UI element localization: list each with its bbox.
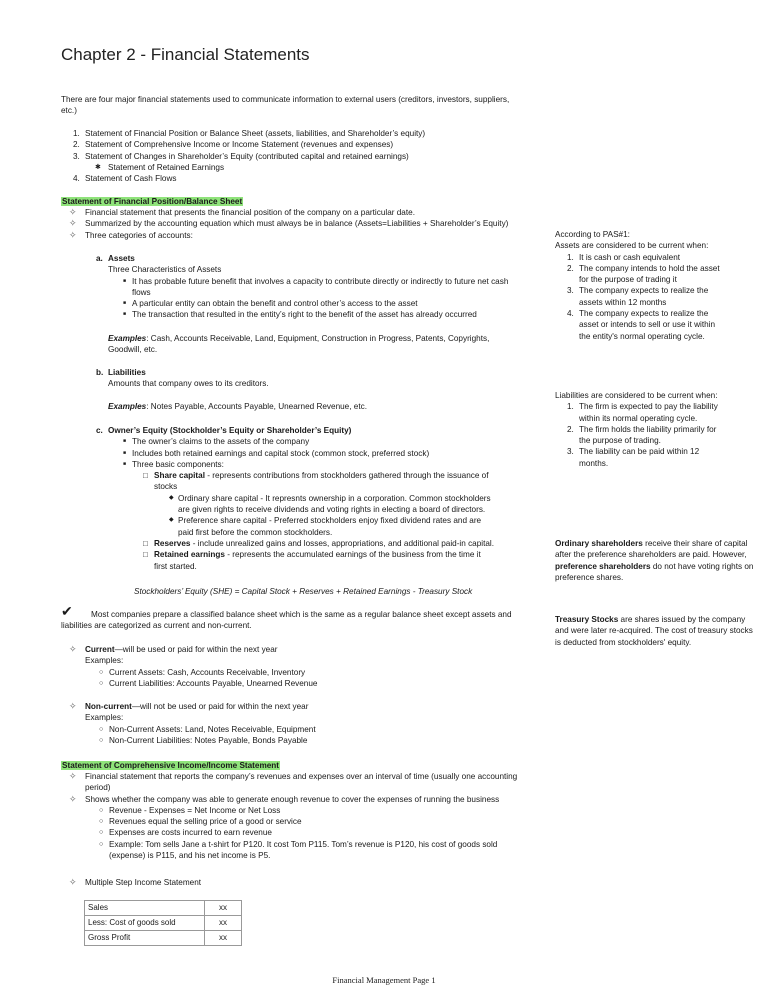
multi-step-bullet: ✧ Multiple Step Income Statement xyxy=(69,877,202,887)
asterisk-bullet-icon: ✱ xyxy=(95,163,101,171)
circle-bullet-icon: ○ xyxy=(99,725,104,733)
section-heading-sci: Statement of Comprehensive Income/Income Statement xyxy=(62,761,280,770)
diamond-bullet-icon: ✧ xyxy=(69,218,77,229)
liabilities-examples: Examples: Notes Payable, Accounts Payable, Unearned Revenue, etc. xyxy=(108,402,367,411)
side-note-treasury: Treasury Stocks are shares issued by the company and were later re-acquired. The cost of treasury stocks is deducted from stockholders' equity. xyxy=(555,615,753,647)
list-item: ◆ Ordinary share capital - It represnts ownership in a corporation. Common stockholders are given rights to receive dividends and voting rights in electing a board of directors. xyxy=(169,493,491,515)
side-note-shareholders: Ordinary shareholders receive their share of capital after the preference shareholders are paid. However, preference shareholders do not have voting rights on preference shares. xyxy=(555,539,754,582)
list-item: 2. The firm holds the liability primarily for the purpose of trading. xyxy=(567,424,717,446)
assets-examples: Examples: Cash, Accounts Receivable, Land, Equipment, Construction in Progress, Patents, Copyrights, Goodwill, etc. xyxy=(108,334,490,355)
list-item: ○ Current Assets: Cash, Accounts Receivable, Inventory xyxy=(99,667,306,677)
circle-bullet-icon: ○ xyxy=(99,840,104,848)
list-item: 1. The firm is expected to pay the liability within its normal operating cycle. xyxy=(567,402,718,423)
list-item: □ Share capital - represents contributions from stockholders gathered through the issuance of stocks xyxy=(143,471,489,492)
list-item: 3. The liability can be paid within 12 months. xyxy=(567,447,700,468)
table-row: Gross Profit xx xyxy=(85,931,242,946)
list-item: ○ Current Liabilities: Accounts Payable, Unearned Revenue xyxy=(99,678,318,688)
circle-bullet-icon: ○ xyxy=(99,806,104,814)
list-item: ■ A particular entity can obtain the benefit and control other’s access to the asset xyxy=(123,299,418,309)
list-item: ✧ Shows whether the company was able to generate enough revenue to cover the expenses of running the business xyxy=(69,793,500,804)
intro-paragraph: There are four major financial statements used to communicate information to external users (creditors, investors, suppliers, etc.) xyxy=(61,95,510,116)
checkbox-bullet-icon: □ xyxy=(143,471,148,481)
section-heading-sfp: Statement of Financial Position/Balance Sheet xyxy=(62,197,243,206)
current-block: ✧ Current—will be used or paid for within the next year Examples: ○ Current Assets: Cash, Accounts Receivable, Inventory ○ Current Liabilities: Accounts Payable, Unearned Revenue xyxy=(85,644,525,689)
list-item: ○ Revenue - Expenses = Net Income or Net Loss xyxy=(99,805,281,815)
square-bullet-icon: ■ xyxy=(123,300,127,307)
list-item: ✧ Three categories of accounts: xyxy=(69,229,193,240)
side-note-pas: According to PAS#1: Assets are considered to be current when: 1. It is cash or cash equivalent 2. The company intends to hold the asset for the purpose of trading it 3. The company expects to realize the assets within 12 months 4. The company expects to realize the asset or intends to sell or use it within the entity's normal operating cycle. xyxy=(555,229,725,342)
circle-bullet-icon: ○ xyxy=(99,668,104,676)
list-item: ○ Example: Tom sells Jane a t-shirt for P120. It cost Tom P115. Tom’s revenue is P120, his cost of goods sold (expense) is P115, and his net income is P5. xyxy=(99,839,498,861)
list-item: ✱ Statement of Retained Earnings xyxy=(95,162,225,172)
assets-subtitle: Three Characteristics of Assets xyxy=(108,265,222,275)
list-item: ✧ Financial statement that presents the financial position of the company on a particular date. xyxy=(69,207,415,217)
square-bullet-icon: ■ xyxy=(123,277,127,284)
list-item: ○ Non-Current Assets: Land, Notes Receivable, Equipment xyxy=(99,724,316,734)
liabilities-block: b. Liabilities Amounts that company owes to its creditors. xyxy=(96,368,269,389)
table-row: Less: Cost of goods sold xx xyxy=(85,916,242,931)
list-item: ✧ Summarized by the accounting equation which must always be in balance (Assets=Liabilities + Shareholder’s Equity) xyxy=(69,218,509,229)
circle-bullet-icon: ○ xyxy=(99,736,104,744)
checkmark-icon: ✔ xyxy=(61,603,73,619)
page-footer: Financial Management Page 1 xyxy=(332,975,436,985)
list-item: ■ Three basic components: xyxy=(123,459,224,469)
list-item: ■ The owner’s claims to the assets of the company xyxy=(123,437,310,447)
list-item: ■ Includes both retained earnings and capital stock (common stock, preferred stock) xyxy=(123,448,430,458)
list-item: 2. The company intends to hold the asset for the purpose of trading it xyxy=(567,263,720,285)
list-item: ◆ Preference share capital - Preferred stockholders enjoy fixed dividend rates and are paid first before the common stockholders. xyxy=(169,516,482,537)
list-item: ✧ Financial statement that reports the company’s revenues and expenses over an interval of time (usually one accounting period) xyxy=(69,771,518,793)
list-item: □ Reserves - include unrealized gains and losses, appropriations, and additional paid-in capital. xyxy=(143,538,495,548)
circle-bullet-icon: ○ xyxy=(99,829,104,837)
square-bullet-icon: ■ xyxy=(123,438,127,445)
list-item: 3. Statement of Changes in Shareholder’s Equity (contributed capital and retained earnings) xyxy=(73,151,409,161)
income-table xyxy=(84,900,242,946)
list-item: 1. It is cash or cash equivalent xyxy=(567,252,681,262)
sfp-bullets xyxy=(69,207,525,241)
she-formula: Stockholders’ Equity (SHE) = Capital Stock + Reserves + Retained Earnings - Treasury Stock xyxy=(134,587,473,596)
checkbox-bullet-icon: □ xyxy=(143,538,148,548)
page-title: Chapter 2 - Financial Statements xyxy=(61,45,310,64)
table-row: Sales xx xyxy=(85,901,242,916)
liabilities-title: Liabilities xyxy=(108,368,146,377)
equity-title: Owner’s Equity (Stockholder’s Equity or Shareholder’s Equity) xyxy=(108,426,352,435)
square-bullet-icon: ■ xyxy=(123,449,127,456)
list-item: 1. Statement of Financial Position or Balance Sheet (assets, liabilities, and Shareholder’s equity) xyxy=(73,129,426,138)
square-bullet-icon: ■ xyxy=(123,311,127,318)
diamond-bullet-icon: ✧ xyxy=(69,701,77,711)
equity-block: c. Owner’s Equity (Stockholder’s Equity or Shareholder’s Equity) ■ The owner’s claims to the assets of the company ■ Includes both retained earnings and capital stock (common stock, preferred stock) ■ Three basic components: □ Share capital - represents contributions from stockholders gathered through the issuance of stocks ◆ Ordinary share capital - It represnts ownership in a corporation. Common stockholders are given rights to receive dividends and voting rights in electing a board of directors. ◆ Preference share capital - Preferred stockholders enjoy fixed dividend rates and are paid first before the common stockholders. □ Reserves - include unrealized gains and losses, appropriations, and additional paid-in capital. □ Retained earnings - represents the accumulated earnings of the business from the time it first started. xyxy=(108,425,526,572)
list-item: 4. Statement of Cash Flows xyxy=(73,174,177,184)
list-item: ○ Expenses are costs incurred to earn revenue xyxy=(99,828,272,838)
list-item: 3. The company expects to realize the assets within 12 months xyxy=(567,286,709,307)
square-bullet-icon: ■ xyxy=(123,460,127,467)
circle-bullet-icon: ○ xyxy=(99,818,104,826)
diamond-bullet-icon: ✧ xyxy=(69,229,77,240)
list-item: 2. Statement of Comprehensive Income or Income Statement (revenues and expenses) xyxy=(73,140,394,150)
list-item: ○ Revenues equal the selling price of a good or service xyxy=(99,817,302,827)
checkbox-bullet-icon: □ xyxy=(143,550,148,560)
diamond-bullet-icon: ◆ xyxy=(169,517,174,524)
assets-title: Assets xyxy=(108,254,135,263)
list-item: ■ It has probable future benefit that involves a capacity to contribute directly or indirectly to future net cash flows xyxy=(123,276,509,297)
noncurrent-block: ✧ Non-current—will not be used or paid for within the next year Examples: ○ Non-Current Assets: Land, Notes Receivable, Equipment ○ Non-Current Liabilities: Notes Payable, Bonds Payable xyxy=(85,701,525,746)
assets-block: a. Assets Three Characteristics of Assets ■ It has probable future benefit that involves a capacity to contribute directly or indirectly to future net cash flows ■ A particular entity can obtain the benefit and control other’s access to the asset ■ The transaction that resulted in the entity’s right to the benefit of the asset has already occurred xyxy=(108,253,526,321)
diamond-bullet-icon: ✧ xyxy=(69,644,77,654)
list-item: □ Retained earnings - represents the accumulated earnings of the business from the time it first started. xyxy=(143,550,481,571)
circle-bullet-icon: ○ xyxy=(99,679,104,687)
diamond-bullet-icon: ✧ xyxy=(69,771,77,781)
list-item: 4. The company expects to realize the asset or intends to sell or use it within the entity's normal operating cycle. xyxy=(567,309,716,341)
side-note-liabilities: Liabilities are considered to be current when: 1. The firm is expected to pay the liability within its normal operating cycle. 2. The firm holds the liability primarily for the purpose of trading. 3. The liability can be paid within 12 months. xyxy=(555,390,727,469)
list-item: ■ The transaction that resulted in the entity’s right to the benefit of the asset has already occurred xyxy=(123,310,477,320)
diamond-bullet-icon: ✧ xyxy=(69,877,77,887)
diamond-bullet-icon: ✧ xyxy=(69,207,77,217)
diamond-bullet-icon: ◆ xyxy=(169,494,174,501)
list-item: ○ Non-Current Liabilities: Notes Payable, Bonds Payable xyxy=(99,735,308,745)
diamond-bullet-icon: ✧ xyxy=(69,793,77,804)
statements-list xyxy=(73,128,525,184)
classified-note: ✔ Most companies prepare a classified balance sheet which is the same as a regular balance sheet except assets and liabilities are categorized as current and non-current. xyxy=(61,603,512,631)
sci-bullets xyxy=(69,771,525,861)
